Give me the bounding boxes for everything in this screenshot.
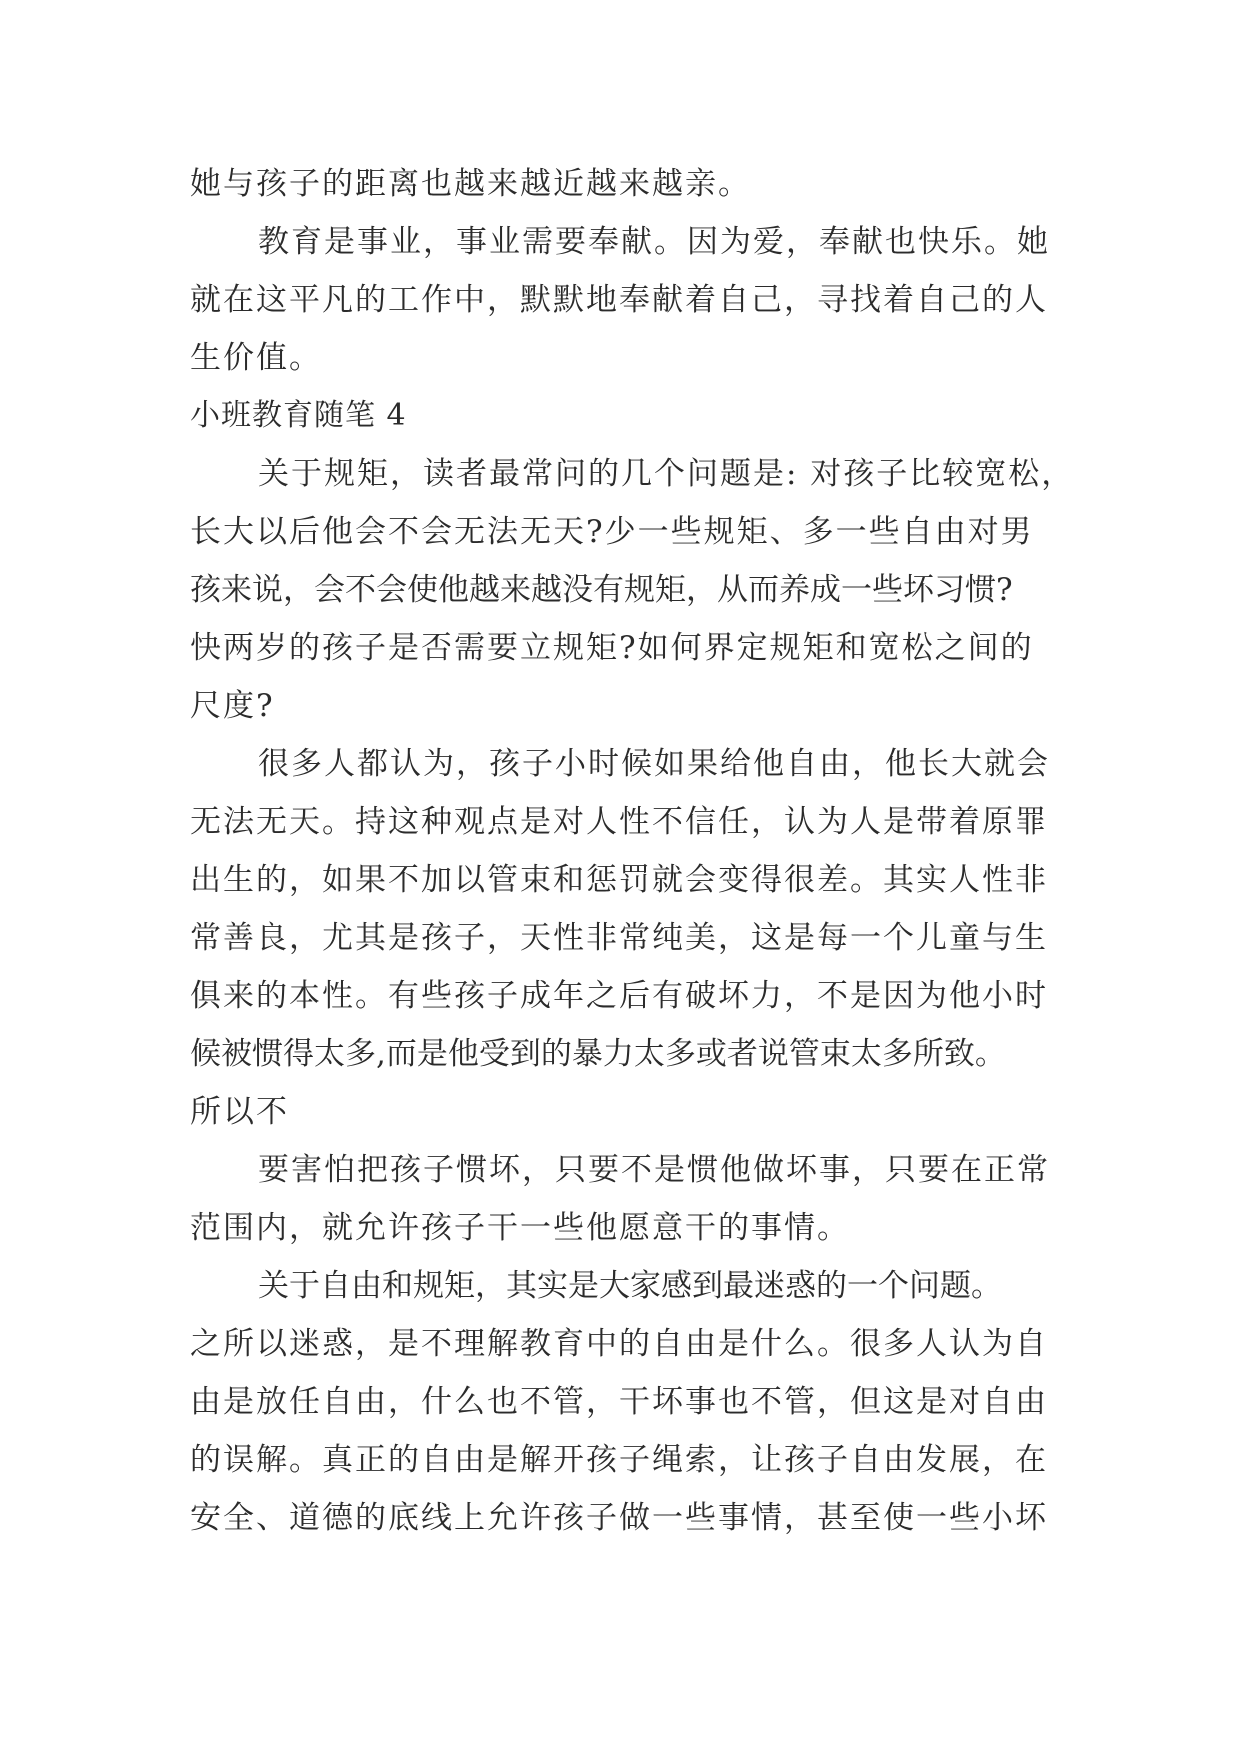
section-heading: 小班教育随笔 4 [190,398,407,433]
text-line-8: 孩来说，会不会使他越来越没有规矩，从而养成一些坏习惯? [190,572,1013,608]
text-line-24: 安全、道德的底线上允许孩子做一些事情，甚至使一些小坏 [190,1500,1048,1536]
text-line-10: 尺度? [190,688,275,724]
text-line-15: 俱来的本性。有些孩子成年之后有破坏力，不是因为他小时 [190,978,1048,1014]
text-line-1: 她与孩子的距离也越来越近越来越亲。 [190,166,751,202]
text-line-16: 候被惯得太多,而是他受到的暴力太多或者说管束太多所致。 [190,1036,1006,1072]
text-line-6: 关于规矩，读者最常问的几个问题是: 对孩子比较宽松， [258,456,1075,492]
text-line-14: 常善良，尤其是孩子，天性非常纯美，这是每一个儿童与生 [190,920,1048,956]
text-line-7: 长大以后他会不会无法无天?少一些规矩、多一些自由对男 [190,514,1034,550]
text-line-13: 出生的，如果不加以管束和惩罚就会变得很差。其实人性非 [190,862,1048,898]
text-line-11: 很多人都认为，孩子小时候如果给他自由，他长大就会 [258,746,1050,782]
document-body [190,155,1075,1547]
text-line-3: 就在这平凡的工作中，默默地奉献着自己，寻找着自己的人 [190,282,1048,318]
text-line-2: 教育是事业，事业需要奉献。因为爱，奉献也快乐。她 [258,224,1050,260]
text-line-4: 生价值。 [190,340,322,376]
text-line-12: 无法无天。持这种观点是对人性不信任，认为人是带着原罪 [190,804,1048,840]
text-line-9: 快两岁的孩子是否需要立规矩?如何界定规矩和宽松之间的 [190,630,1034,666]
text-line-18: 要害怕把孩子惯坏，只要不是惯他做坏事，只要在正常 [258,1152,1050,1188]
text-line-23: 的误解。真正的自由是解开孩子绳索，让孩子自由发展，在 [190,1442,1048,1478]
text-line-19: 范围内，就允许孩子干一些他愿意干的事情。 [190,1210,850,1246]
text-line-22: 由是放任自由，什么也不管，干坏事也不管，但这是对自由 [190,1384,1048,1420]
text-line-20: 关于自由和规矩，其实是大家感到最迷惑的一个问题。 [258,1268,1002,1304]
text-line-21: 之所以迷惑，是不理解教育中的自由是什么。很多人认为自 [190,1326,1048,1362]
text-line-17: 所以不 [190,1094,289,1130]
